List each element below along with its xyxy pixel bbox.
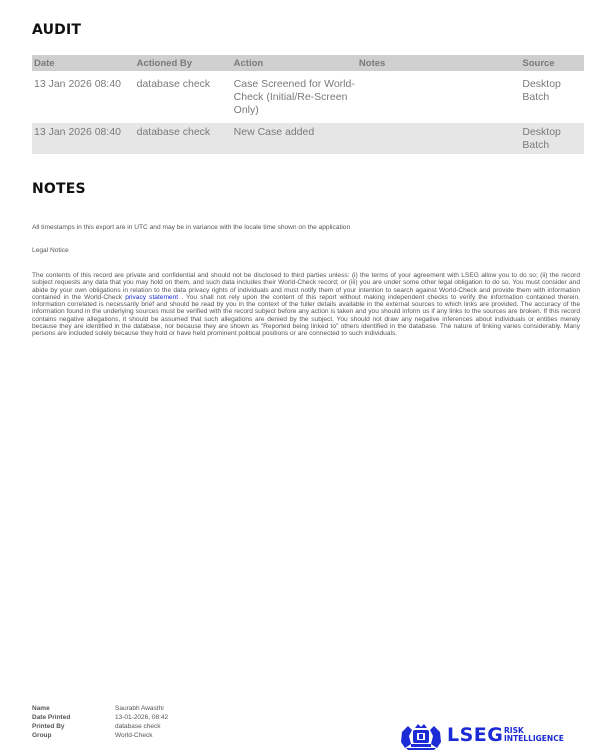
- col-header-notes: Notes: [357, 55, 520, 71]
- cell-date: 13 Jan 2026 08:40: [32, 123, 135, 154]
- cell-action: New Case added: [232, 123, 357, 154]
- table-row: [32, 75, 584, 119]
- footer-label-name: Name: [32, 705, 50, 712]
- legal-text-part-2: . You shall not rely upon the content of this report without making independent checks to verify the information contained therein. Information correlated is necessarily brief and should be read by you in the context of the fuller details available in the external sources to which links are provided. The accuracy of the information found in the underlying sources must be verified with the record subject before any action is taken and you should inform us if any links to the sources are broken. If this record contains negative allegations, it should be assumed that such allegations are denied by the subject. You should not draw any negative inferences about individuals or entities merely because they are identified in the database, nor because they are shown as "Reported being linked to" others identified in the database. The nature of linking varies considerably. Many persons are included solely because they hold or have held prominent political positions or are connected to such individuals.: [32, 293, 580, 338]
- footer-value-printed-by: database check: [115, 723, 161, 730]
- audit-table: [32, 51, 584, 158]
- table-row: [32, 123, 584, 154]
- cell-notes: [357, 75, 520, 119]
- footer-label-printed-by: Printed By: [32, 723, 65, 730]
- legal-notice-body: [32, 272, 580, 338]
- footer-label-date-printed: Date Printed: [32, 714, 71, 721]
- footer-value-name: Saurabh Awasthi: [115, 705, 164, 712]
- logo-sub-line-1: RISK: [504, 726, 524, 735]
- footer-label-group: Group: [32, 732, 52, 739]
- cell-source: Desktop Batch: [522, 78, 561, 103]
- cell-action: Case Screened for World-Check (Initial/Re-Screen Only): [233, 78, 355, 116]
- lseg-logo: [400, 722, 570, 750]
- cell-notes: [357, 123, 520, 154]
- col-header-actioned-by: Actioned By: [135, 55, 232, 71]
- crest-icon: [400, 722, 442, 750]
- lseg-wordmark: LSEG: [447, 724, 504, 746]
- col-header-date: Date: [32, 55, 135, 71]
- audit-section-title: AUDIT: [32, 22, 82, 38]
- audit-header-row: [32, 55, 584, 71]
- logo-sub-line-2: INTELLIGENCE: [504, 734, 564, 743]
- legal-text-part-1: The contents of this record are private and confidential and should not be disclosed to third parties unless: (i) the terms of your agreement with LSEG allow you to do so; (ii) the record subject requests any data that you may hold on them, and such data includes their World-Check record; or (iii) you are under some other legal obligation to do so. You must consider and abide by your own obligations in relation to the data privacy rights of individuals and must notify them of your intention to search against World-Check and provide them with information contained in the World-Check: [32, 272, 580, 301]
- footer-value-group: World-Check: [115, 732, 153, 739]
- cell-source: Desktop Batch: [520, 123, 584, 154]
- cell-actioned-by: database check: [135, 123, 232, 154]
- legal-notice-title: Legal Notice: [32, 247, 69, 254]
- cell-actioned-by: database check: [136, 78, 211, 90]
- cell-date: 13 Jan 2026 08:40: [34, 78, 121, 90]
- privacy-statement-link[interactable]: privacy statement: [125, 293, 179, 301]
- timestamp-note: All timestamps in this export are in UTC and may be in variance with the locale time shown on the application: [32, 224, 351, 231]
- notes-section-title: NOTES: [32, 181, 86, 197]
- col-header-action: Action: [232, 55, 357, 71]
- risk-intelligence-label: [504, 727, 564, 743]
- footer-value-date-printed: 13-01-2026, 08:42: [115, 714, 169, 721]
- col-header-source: Source: [520, 55, 584, 71]
